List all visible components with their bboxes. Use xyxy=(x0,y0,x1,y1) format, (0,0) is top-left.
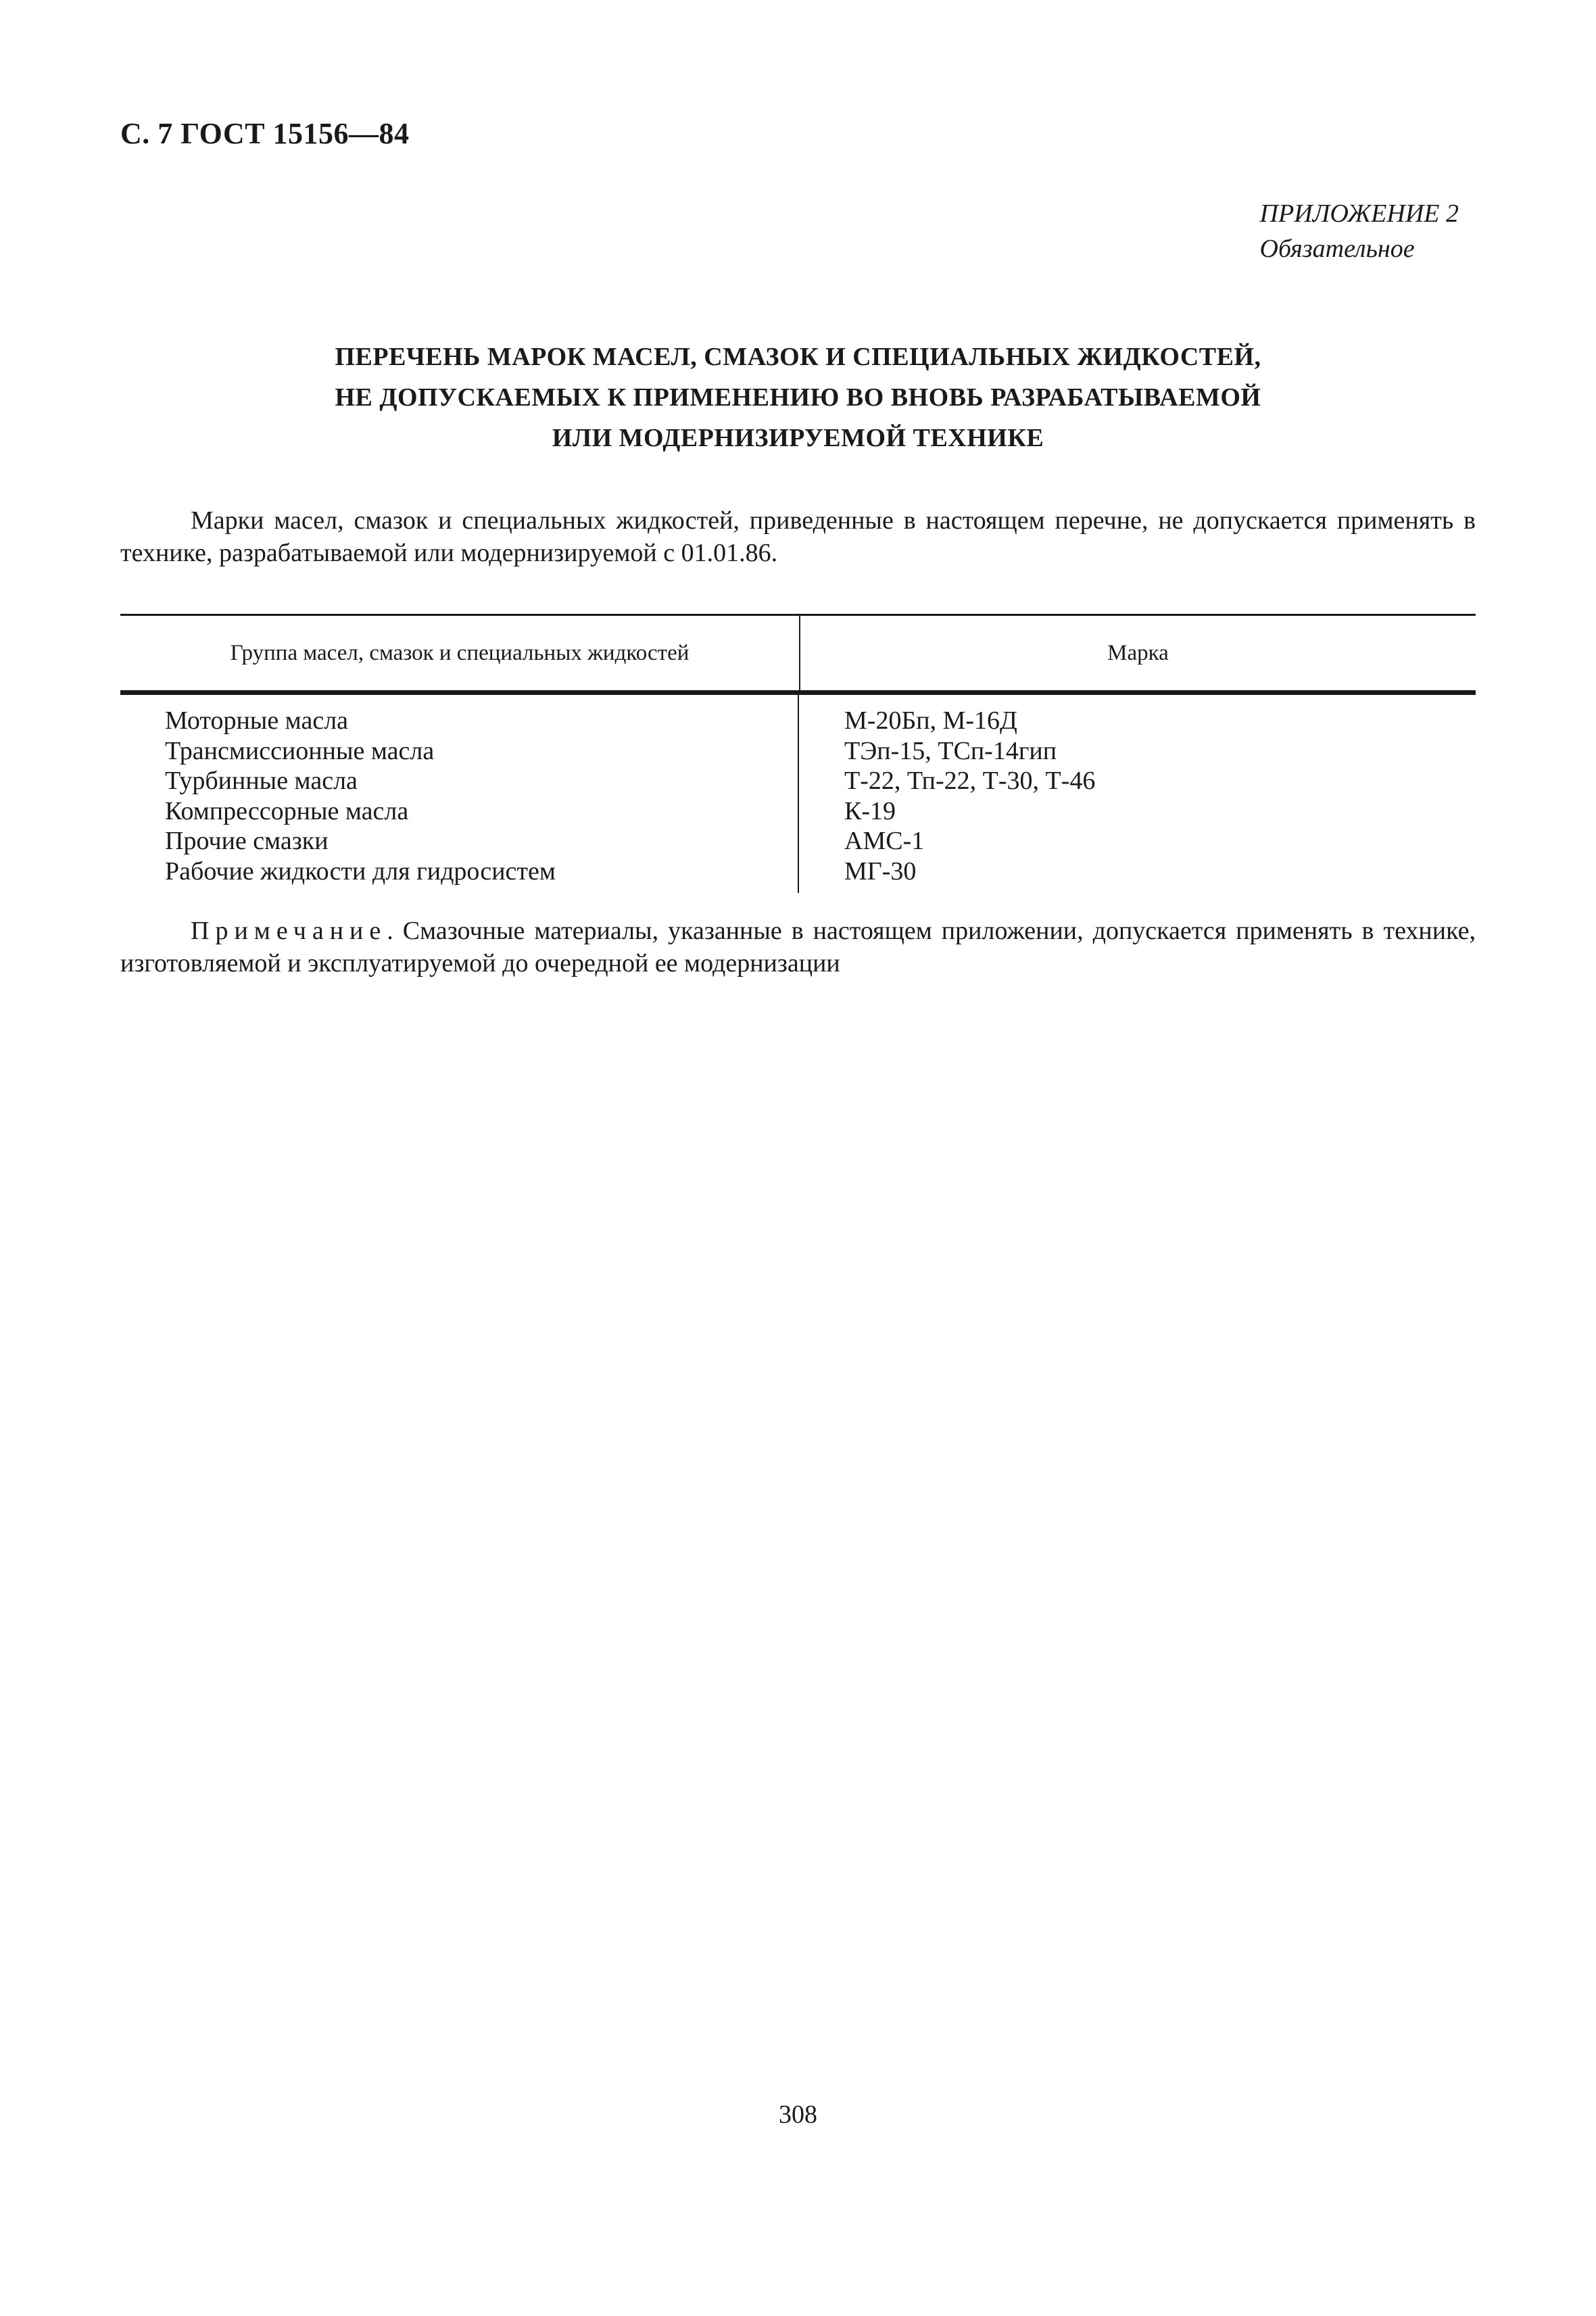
intro-paragraph: Марки масел, смазок и специальных жидкостей, приведенные в настоящем перечне, не допускается применять в технике, разрабатываемой или модернизируемой с 01.01.86. xyxy=(120,506,1476,567)
table-cell-brand: К-19 xyxy=(844,796,896,825)
page-number: 308 xyxy=(779,2100,817,2129)
header-group: Группа масел, смазок и специальных жидкостей xyxy=(120,616,800,690)
document-title xyxy=(120,337,1476,458)
header-brand: Марка xyxy=(1107,640,1169,665)
table-cell-brand: ТЭп-15, ТСп-14гип xyxy=(844,736,1057,765)
title-line-3: ИЛИ МОДЕРНИЗИРУЕМОЙ ТЕХНИКЕ xyxy=(552,424,1044,452)
title-line-1: ПЕРЕЧЕНЬ МАРОК МАСЕЛ, СМАЗОК И СПЕЦИАЛЬНЫХ ЖИДКОСТЕЙ, xyxy=(335,343,1261,371)
table-cell-brand: Т-22, Тп-22, Т-30, Т-46 xyxy=(844,767,1096,795)
group-column xyxy=(120,695,799,893)
brands-table xyxy=(120,614,1476,893)
appendix-label xyxy=(1260,196,1459,266)
table-body xyxy=(120,695,1476,893)
note-text: . Смазочные материалы, указанные в настоящем приложении, допускается применять в технике, изготовляемой и эксплуатируемой до очередной ее модернизации xyxy=(120,917,1476,978)
table-cell-group: Турбинные масла xyxy=(165,767,358,795)
table-cell-group: Моторные масла xyxy=(165,706,349,735)
table-cell-brand: АМС-1 xyxy=(844,827,925,855)
page-header: С. 7 ГОСТ 15156—84 xyxy=(120,117,410,150)
brand-column xyxy=(799,695,1476,893)
table-cell-group: Рабочие жидкости для гидросистем xyxy=(165,857,556,886)
table-cell-brand: МГ-30 xyxy=(844,857,917,886)
table-cell-brand: М-20Бп, М-16Д xyxy=(844,706,1017,735)
note-label: Примечание xyxy=(191,917,387,945)
table-cell-group: Прочие смазки xyxy=(165,827,329,855)
table-cell-group: Компрессорные масла xyxy=(165,796,409,825)
note-paragraph xyxy=(120,915,1476,980)
appendix-number: ПРИЛОЖЕНИЕ 2 xyxy=(1259,199,1459,228)
table-header-row xyxy=(120,616,1476,695)
table-cell-group: Трансмиссионные масла xyxy=(165,736,435,765)
title-line-2: НЕ ДОПУСКАЕМЫХ К ПРИМЕНЕНИЮ ВО ВНОВЬ РАЗРАБАТЫВАЕМОЙ xyxy=(335,383,1261,412)
appendix-status: Обязательное xyxy=(1259,235,1415,263)
